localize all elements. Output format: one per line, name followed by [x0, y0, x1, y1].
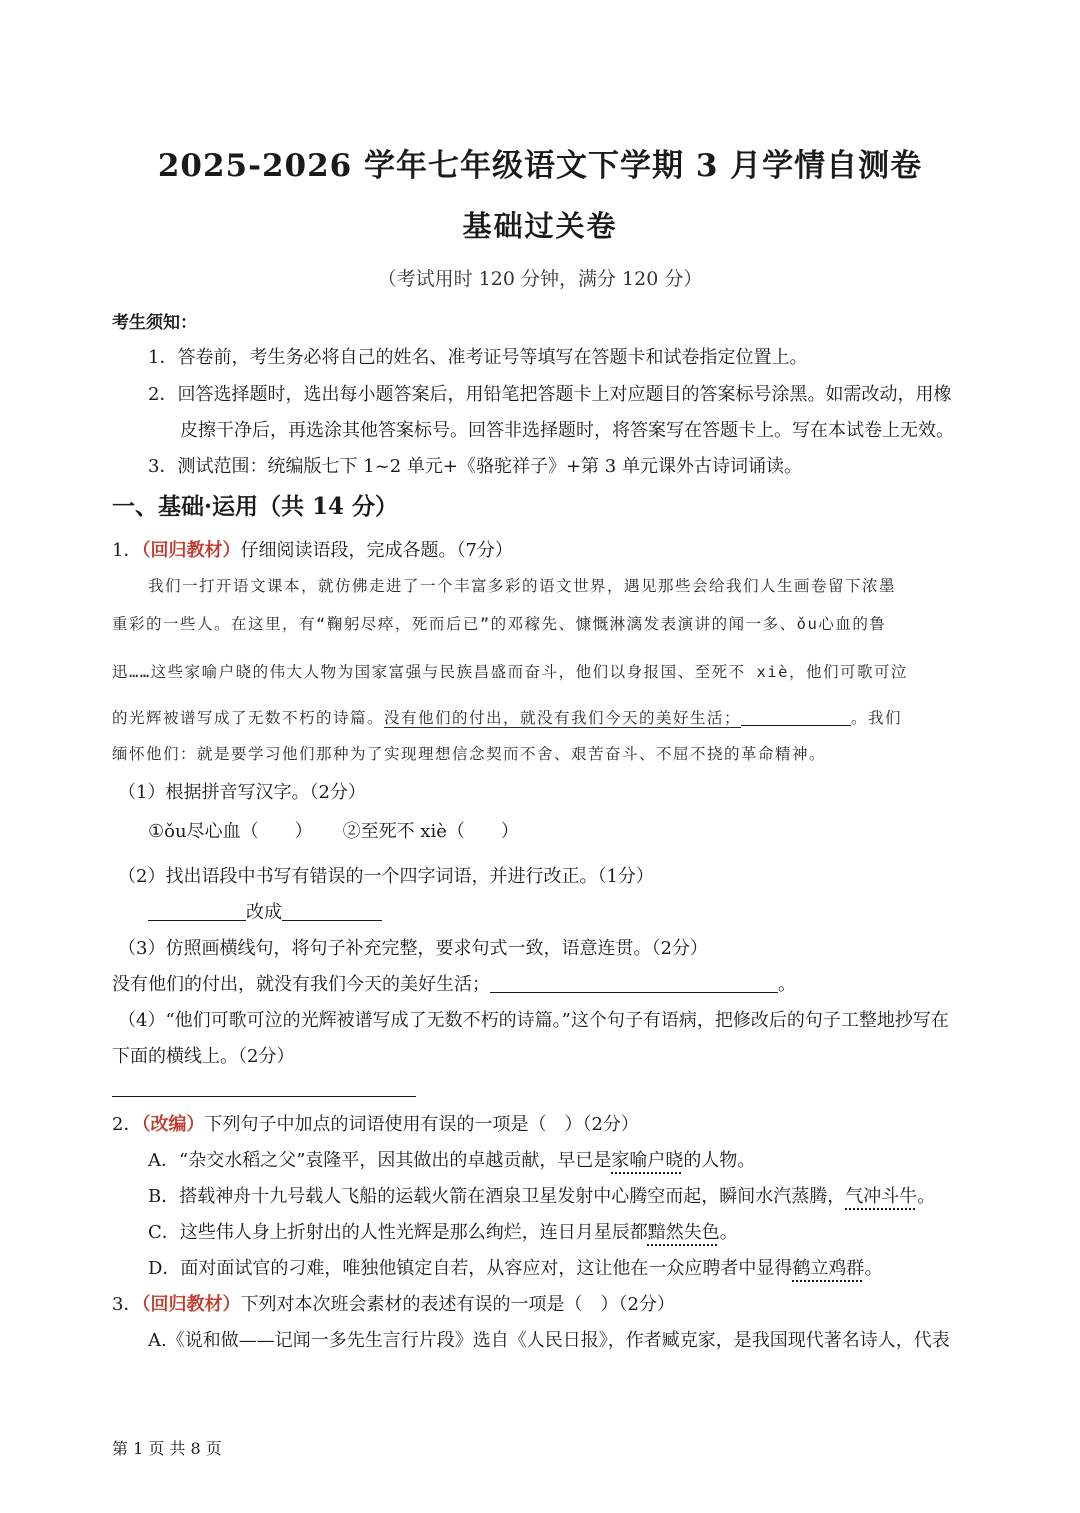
answer-blank[interactable]: [148, 902, 246, 921]
q1-sub1-items: [148, 817, 519, 843]
dotted-term: 黯然失色: [647, 1222, 720, 1243]
q1-sub2-answer: 改成: [148, 898, 382, 924]
question-1: [112, 536, 513, 562]
answer-blank[interactable]: [490, 974, 778, 993]
answer-line[interactable]: [112, 1096, 416, 1097]
page-subtitle: 基础过关卷: [462, 209, 618, 243]
q1-sub4-prompt-cont: 下面的横线上。（2分）: [112, 1046, 295, 1067]
section-heading: 一、基础·运用（共 14 分）: [112, 493, 399, 520]
notice-item-3: 3．测试范围：统编版七下 1~2 单元+《骆驼祥子》+第 3 单元课外古诗词诵读。: [148, 456, 802, 477]
passage-line-2: 重彩的一些人。在这里，有“鞠躬尽瘁，死而后已”的邓稼先、慷慨淋漓发表演讲的闻一多、ǒu心血的鲁: [112, 615, 887, 633]
answer-blank[interactable]: [741, 707, 851, 726]
passage-line-5: 缅怀他们：就是要学习他们那种为了实现理想信念契而不舍、艰苦奋斗、不屈不挠的革命精神。: [112, 745, 827, 763]
passage-line-1: 我们一打开语文课本，就仿佛走进了一个丰富多彩的语文世界，遇见那些会给我们人生画卷留下浓墨: [148, 577, 897, 595]
q2-option-c[interactable]: C．这些伟人身上折射出的人性光辉是那么绚烂，连日月星辰都黯然失色。: [148, 1222, 738, 1243]
exam-time-note: （考试用时 120 分钟，满分 120 分）: [377, 268, 703, 290]
question-3: [112, 1290, 675, 1316]
question-number: 1．: [112, 540, 142, 561]
notice-item-2: 2．回答选择题时，选出每小题答案后，用铅笔把答题卡上对应题目的答案标号涂黑。如需改动，用橡: [148, 384, 952, 405]
q3-option-a[interactable]: A.《说和做——记闻一多先生言行片段》选自《人民日报》，作者臧克家，是我国现代著名诗人，代表: [148, 1330, 950, 1351]
question-number: 3．: [112, 1294, 142, 1315]
underlined-sentence: 没有他们的付出，就没有我们今天的美好生活；: [384, 709, 742, 727]
dotted-term: 家喻户晓: [611, 1150, 684, 1171]
page-title: 2025-2026 学年七年级语文下学期 3 月学情自测卷: [157, 148, 923, 184]
q1-sub1-prompt: （1）根据拼音写汉字。（2分）: [118, 782, 366, 803]
pinyin-item-1[interactable]: ①ǒu尽心血（ ）: [148, 821, 313, 842]
dotted-term: 气冲斗牛: [845, 1186, 918, 1207]
question-number: 2．: [112, 1114, 142, 1135]
q1-sub3-answer: 没有他们的付出，就没有我们今天的美好生活； 。: [112, 974, 796, 995]
question-tag: （回归教材）: [141, 1294, 241, 1315]
question-tag: （回归教材）: [141, 540, 241, 561]
passage-line-3: 迅……这些家喻户晓的伟大人物为国家富强与民族昌盛而奋斗，他们以身报国、至死不 xiè，他们可歌可泣: [112, 663, 908, 681]
question-prompt: 下列句子中加点的词语使用有误的一项是（ ）（2分）: [204, 1114, 639, 1135]
dotted-term: 鹤立鸡群: [792, 1258, 865, 1279]
q2-option-d[interactable]: D．面对面试官的刁难，唯独他镇定自若，从容应对，这让他在一众应聘者中显得鹤立鸡群。: [148, 1258, 883, 1279]
question-prompt: 仔细阅读语段，完成各题。（7分）: [240, 540, 513, 561]
notice-item-2-cont: 皮擦干净后，再选涂其他答案标号。回答非选择题时，将答案写在答题卡上。写在本试卷上无效。: [180, 420, 954, 441]
q2-option-b[interactable]: B．搭载神舟十九号载人飞船的运载火箭在酒泉卫星发射中心腾空而起，瞬间水汽蒸腾，气冲斗牛。: [148, 1186, 936, 1207]
q2-option-a[interactable]: A．“杂交水稻之父”袁隆平，因其做出的卓越贡献，早已是家喻户晓的人物。: [148, 1150, 756, 1171]
question-prompt: 下列对本次班会素材的表述有误的一项是（ ）（2分）: [240, 1294, 675, 1315]
notice-item-1: 1．答卷前，考生务必将自己的姓名、准考证号等填写在答题卡和试卷指定位置上。: [148, 347, 808, 368]
pinyin-item-2[interactable]: ②至死不 xiè（ ）: [342, 821, 519, 842]
question-2: [112, 1110, 639, 1136]
question-tag: （改编）: [141, 1114, 205, 1135]
notice-heading: 考生须知：: [112, 313, 197, 333]
page-footer: 第 1 页 共 8 页: [112, 1439, 222, 1458]
q1-sub2-prompt: （2）找出语段中书写有错误的一个四字词语，并进行改正。（1分）: [118, 866, 654, 887]
q1-sub3-prompt: （3）仿照画横线句，将句子补充完整，要求句式一致，语意连贯。（2分）: [118, 938, 708, 959]
q1-sub4-prompt: （4）“他们可歌可泣的光辉被谱写成了无数不朽的诗篇。”这个句子有语病，把修改后的句子工整地抄写在: [118, 1010, 949, 1031]
answer-blank[interactable]: [282, 902, 382, 921]
passage-line-4: 的光辉被谱写成了无数不朽的诗篇。没有他们的付出，就没有我们今天的美好生活； 。我们: [112, 709, 903, 727]
